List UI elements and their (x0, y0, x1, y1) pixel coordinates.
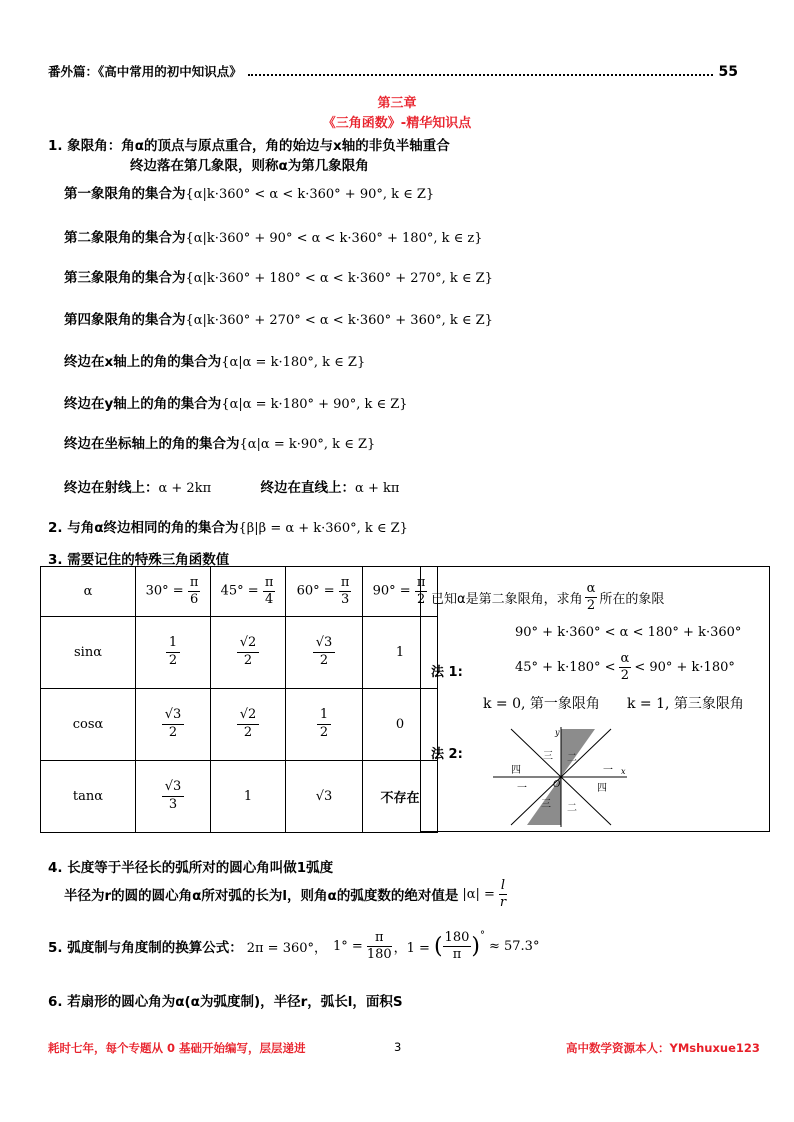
header-page-number: 55 (718, 64, 738, 80)
table-corner: α (41, 567, 136, 617)
coord-axis-expr: {α|α = k·90°, k ∈ Z} (239, 437, 376, 452)
quadrant-1-row (64, 182, 434, 202)
footer-page-number: 3 (394, 1040, 402, 1054)
section-5-line: 5. 弧度制与角度制的换算公式： 2π = 360°， 1° = $\frac{\pi}{180}$ ，1 = ( 180 π ) ° ≈ 57.3° (48, 930, 540, 962)
example-inequality-2: 45° + k·180° < α 2 < 90° + k·180° (515, 651, 735, 683)
region-label-a: 三 (543, 751, 553, 762)
running-header (48, 62, 738, 80)
origin-label: O (553, 780, 561, 790)
region-label-g: 三 (541, 799, 551, 810)
tan-90: 不存在 (363, 761, 438, 833)
example-question: 已知α是第二象限角，求角 α 2 所在的象限 (431, 581, 665, 613)
y-axis-expr: {α|α = k·180° + 90°, k ∈ Z} (221, 397, 408, 412)
quadrant-2-label: 第二象限角的集合为 (64, 230, 186, 246)
trig-values-table (40, 566, 438, 833)
sin-60: $\frac{√3}{2}$ (286, 617, 363, 689)
region-label-b: 二 (567, 753, 577, 764)
quadrant-3-expr: {α|k·360° + 180° < α < k·360° + 270°, k ∈ Z} (185, 271, 493, 286)
half-angle-diagram (493, 727, 629, 827)
quadrant-3-row (64, 266, 493, 286)
ray-line-row (64, 476, 399, 496)
table-header-90: 90° = $\frac{\pi}{2}$ (363, 567, 438, 617)
y-axis-row (64, 392, 408, 412)
sin-30: $\frac{1}{2}$ (136, 617, 211, 689)
case-k1: k = 1, 第三象限角 (627, 696, 744, 712)
region-label-d: 四 (511, 765, 521, 776)
axis-y-label: y (555, 728, 560, 737)
chapter-subtitle: 《三角函数》-精华知识点 (322, 116, 472, 131)
example-box (420, 566, 770, 832)
table-row-cos (41, 689, 438, 761)
table-header-60: 60° = $\frac{\pi}{3}$ (286, 567, 363, 617)
section-1-title: 1. 象限角：角α的顶点与原点重合，角的始边与x轴的非负半轴重合 (48, 138, 450, 154)
tan-label: tanα (41, 761, 136, 833)
method-1-label: 法 1: (431, 665, 463, 680)
header-title: 番外篇：《高中常用的初中知识点》 (48, 64, 242, 79)
chapter-heading: 第三章 (377, 96, 417, 111)
ray-label: 终边在射线上： (64, 480, 159, 496)
section-1-line2: 终边落在第几象限，则称α为第几象限角 (130, 158, 369, 174)
conversion-degree-fraction: $\frac{\pi}{180}$ (366, 930, 392, 962)
header-dot-leader (248, 74, 713, 76)
section-5-label: 5. 弧度制与角度制的换算公式： (48, 940, 243, 957)
ray-expr: α + 2kπ (158, 481, 212, 496)
sin-label: sinα (41, 617, 136, 689)
example-inequality-1: 90° + k·360° < α < 180° + k·360° (515, 625, 742, 640)
conversion-2pi: 2π = 360°， (246, 940, 328, 956)
section-6-title: 6. 若扇形的圆心角为α(α为弧度制)，半径r，弧长l，面积S (48, 994, 403, 1010)
y-axis-label: 终边在y轴上的角的集合为 (64, 396, 222, 412)
region-label-e: 一 (517, 783, 527, 794)
section-3-title: 3. 需要记住的特殊三角函数值 (48, 552, 230, 568)
quadrant-2-row (64, 226, 483, 246)
cos-30: $\frac{√3}{2}$ (136, 689, 211, 761)
section-4-line: 半径为r的圆的圆心角α所对弧的长为l，则角α的弧度数的绝对值是 |α| = $\frac{l}{r}$ (64, 878, 507, 910)
section-4-title: 4. 长度等于半径长的弧所对的圆心角叫做1弧度 (48, 860, 334, 876)
region-label-c: 一 (603, 765, 613, 776)
sin-90: 1 (363, 617, 438, 689)
cos-45: $\frac{√2}{2}$ (211, 689, 286, 761)
table-header-30: 30° = $\frac{\pi}{6}$ (136, 567, 211, 617)
footer-left: 耗时七年，每个专题从 0 基础开始编写，层层递进 (48, 1041, 306, 1055)
conversion-radian-fraction: 180 π (444, 930, 470, 962)
region-label-f: 四 (597, 783, 607, 794)
tan-45: 1 (211, 761, 286, 833)
quadrant-4-row (64, 308, 493, 328)
axis-x-label: x (621, 767, 626, 776)
method-2-label: 法 2: (431, 747, 463, 762)
table-header-row (41, 567, 438, 617)
coord-axis-label: 终边在坐标轴上的角的集合为 (64, 436, 240, 452)
quadrant-4-expr: {α|k·360° + 270° < α < k·360° + 360°, k ∈ Z} (185, 313, 493, 328)
tan-60: √3 (286, 761, 363, 833)
sin-45: $\frac{√2}{2}$ (211, 617, 286, 689)
section-2-expr: {β|β = α + k·360°, k ∈ Z} (238, 521, 408, 536)
quadrant-4-label: 第四象限角的集合为 (64, 312, 186, 328)
quadrant-1-expr: {α|k·360° < α < k·360° + 90°, k ∈ Z} (185, 187, 435, 202)
footer-right: 高中数学资源本人：YMshuxue123 (566, 1041, 760, 1055)
cos-60: $\frac{1}{2}$ (286, 689, 363, 761)
table-row-sin (41, 617, 438, 689)
line-label: 终边在直线上： (260, 480, 356, 496)
line-expr: α + kπ (355, 481, 400, 496)
cos-90: 0 (363, 689, 438, 761)
x-axis-row (64, 350, 365, 370)
section-2-label: 2. 与角α终边相同的角的集合为 (48, 520, 239, 536)
case-k0: k = 0, 第一象限角 (483, 696, 600, 712)
coord-axis-row (64, 432, 375, 452)
x-axis-label: 终边在x轴上的角的集合为 (64, 354, 222, 370)
quadrant-3-label: 第三象限角的集合为 (64, 270, 186, 286)
table-row-tan (41, 761, 438, 833)
quadrant-2-expr: {α|k·360° + 90° < α < k·360° + 180°, k ∈ z} (185, 231, 483, 246)
table-header-45: 45° = $\frac{\pi}{4}$ (211, 567, 286, 617)
x-axis-expr: {α|α = k·180°, k ∈ Z} (221, 355, 366, 370)
section-2-row (48, 516, 408, 536)
region-label-h: 二 (567, 803, 577, 814)
quadrant-1-label: 第一象限角的集合为 (64, 186, 186, 202)
cos-label: cosα (41, 689, 136, 761)
tan-30: $\frac{√3}{3}$ (136, 761, 211, 833)
